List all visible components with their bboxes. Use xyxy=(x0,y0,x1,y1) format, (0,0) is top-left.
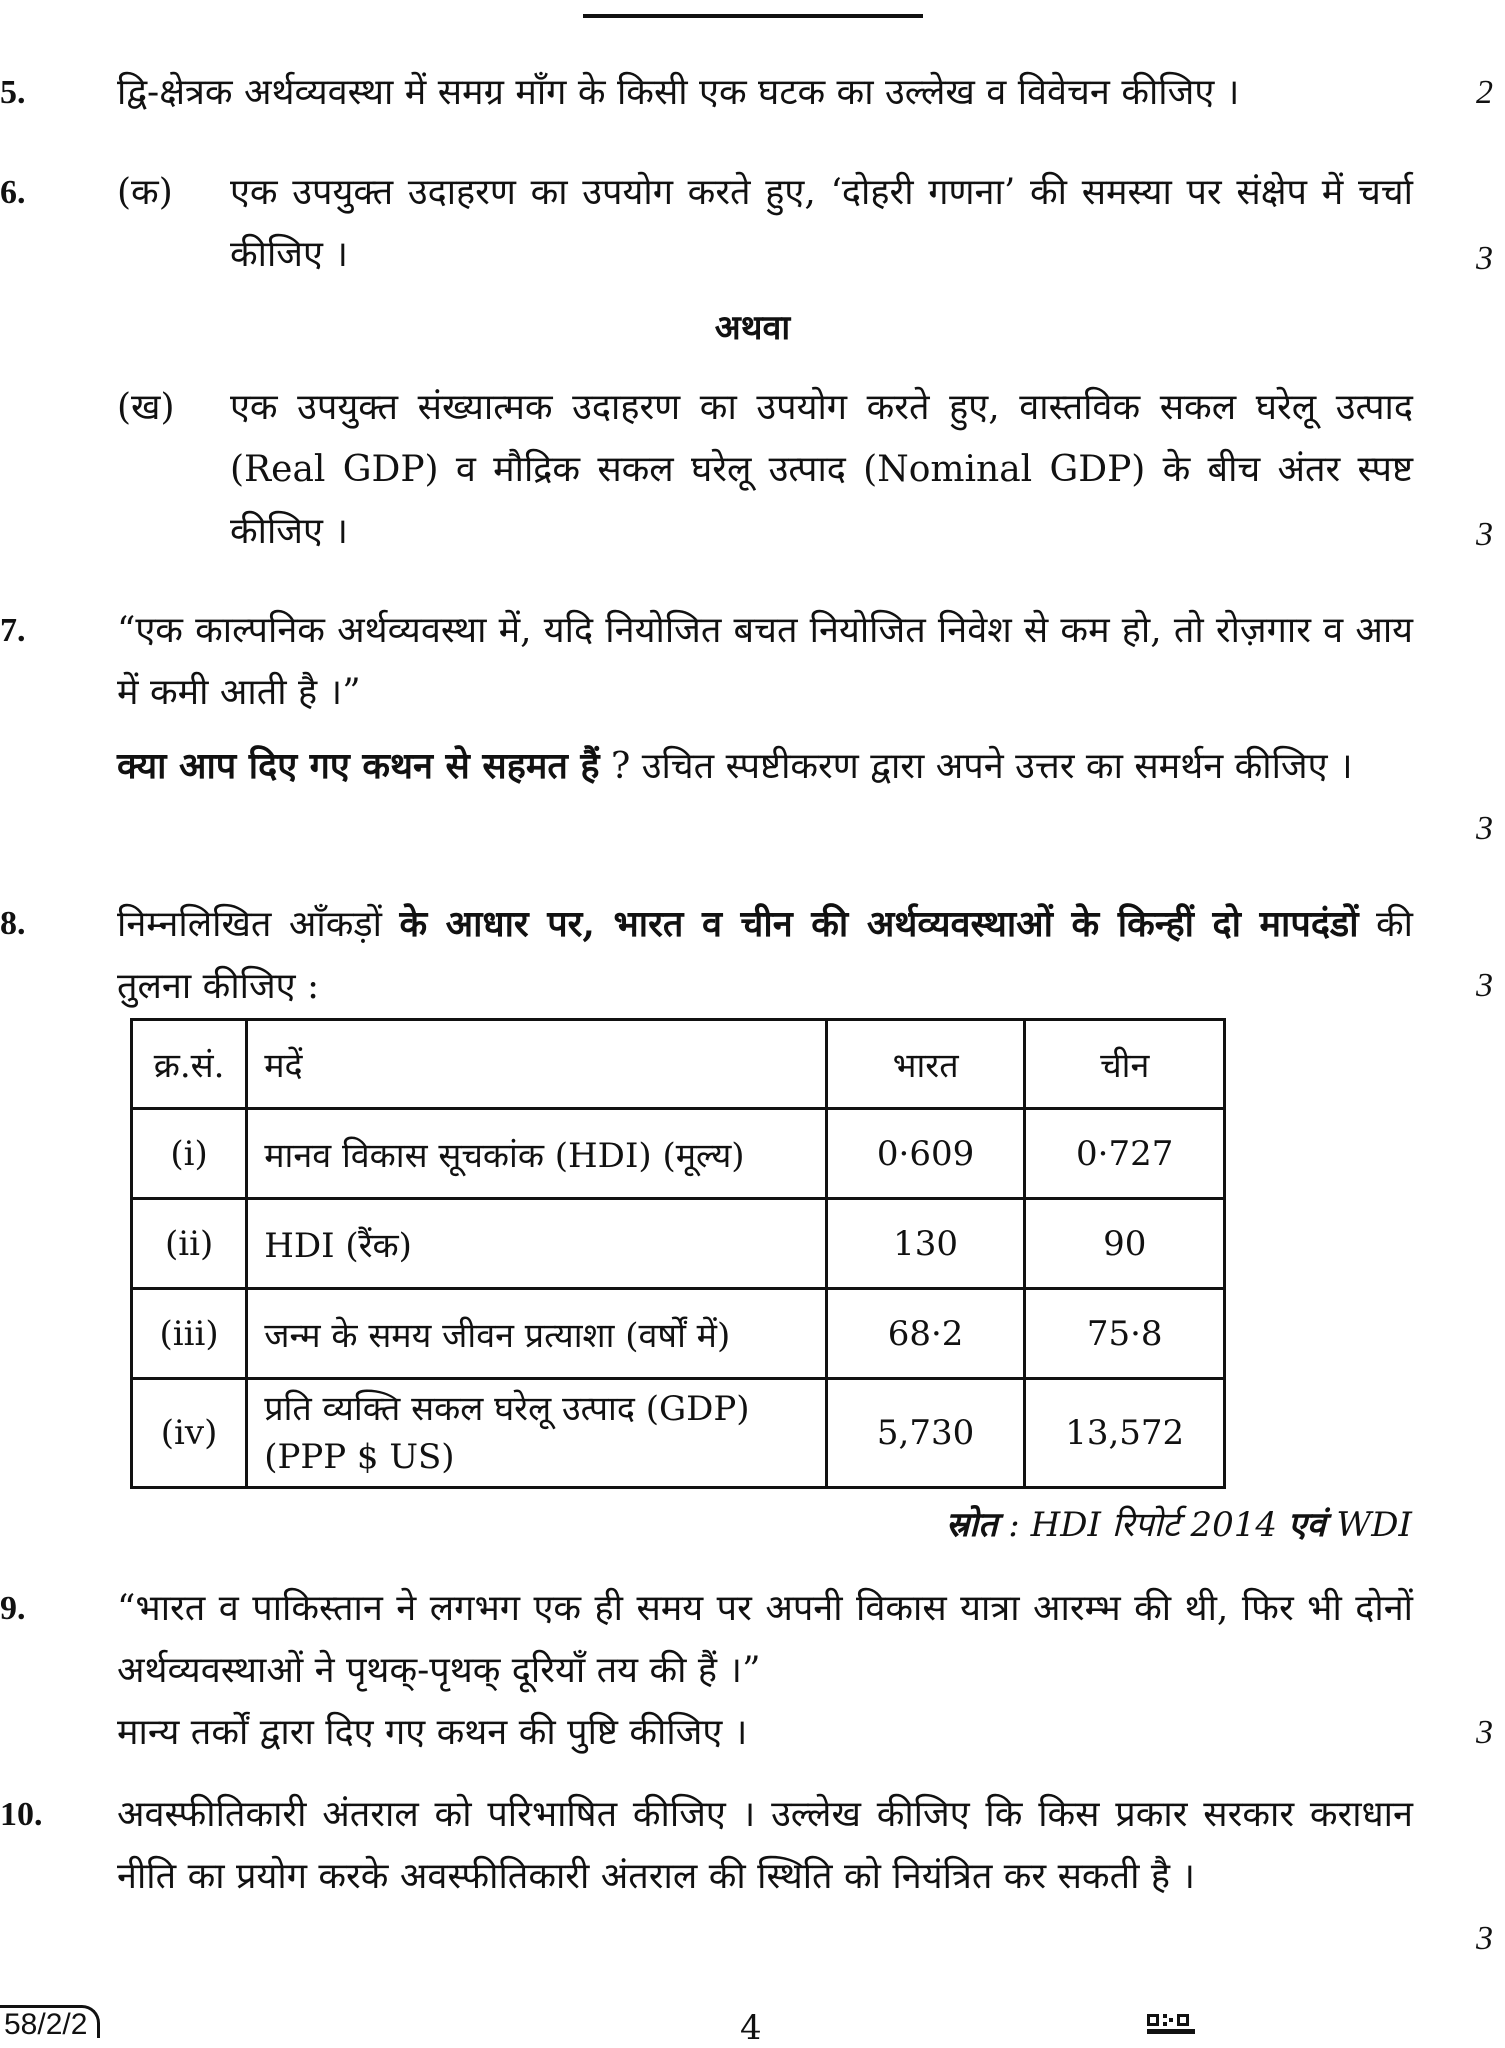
question-5 xyxy=(0,62,1505,124)
question-number: 6. xyxy=(0,174,26,211)
question-number: 7. xyxy=(0,612,26,649)
question-quote: “भारत व पाकिस्तान ने लगभग एक ही समय पर अपनी विकास यात्रा आरम्भ की थी, फिर भी दोनों अर्थव्यवस्थाओं ने पृथक्-पृथक् दूरियाँ तय की हैं ।” xyxy=(117,1588,1413,1691)
source-text: : HDI रिपोर्ट 2014 xyxy=(997,1505,1288,1545)
question-number: 8. xyxy=(0,905,26,942)
table-cell: (iv) xyxy=(132,1379,247,1488)
question-8 xyxy=(0,893,1505,1017)
table-header-row xyxy=(132,1020,1225,1109)
question-plain-text: की तुलना कीजिए : xyxy=(117,904,1413,1007)
source-and: एवं xyxy=(1287,1505,1326,1545)
paper-code: 58/2/2 xyxy=(0,2005,100,2038)
question-text xyxy=(117,893,1413,1018)
marks: 3 xyxy=(1476,1714,1493,1751)
sub-question-label: (ख) xyxy=(117,387,175,428)
table-cell: 130 xyxy=(826,1199,1025,1289)
qr-code-icon xyxy=(1147,2012,1195,2034)
question-10 xyxy=(0,1784,1505,1984)
question-text: द्वि-क्षेत्रक अर्थव्यवस्था में समग्र माँग के किसी एक घटक का उल्लेख व विवेचन कीजिए । xyxy=(117,72,1240,113)
sub-question-text: एक उपयुक्त संख्यात्मक उदाहरण का उपयोग करते हुए, वास्तविक सकल घरेलू उत्पाद (Real GDP) व मौद्रिक सकल घरेलू उत्पाद (Nominal GDP) के बीच अंतर स्पष्ट कीजिए । xyxy=(230,387,1413,552)
or-separator: अथवा xyxy=(714,308,791,348)
sub-question-label: (क) xyxy=(117,172,173,213)
question-9 xyxy=(0,1578,1505,1768)
table-row xyxy=(132,1109,1225,1199)
question-quote: “एक काल्पनिक अर्थव्यवस्था में, यदि नियोजित बचत नियोजित निवेश से कम हो, तो रोज़गार व आय में कमी आती है ।” xyxy=(117,610,1413,713)
table-cell: HDI (रैंक) xyxy=(247,1199,827,1289)
table-source xyxy=(946,1500,1412,1546)
marks: 3 xyxy=(1476,516,1493,553)
table-cell: प्रति व्यक्ति सकल घरेलू उत्पाद (GDP) (PPP $ US) xyxy=(247,1379,827,1488)
question-text xyxy=(117,735,1413,798)
table-header: मदें xyxy=(247,1020,827,1109)
question-number: 5. xyxy=(0,74,26,111)
table-cell: 13,572 xyxy=(1025,1379,1225,1488)
question-number: 10. xyxy=(0,1796,43,1833)
question-rest-text: ? उचित स्पष्टीकरण द्वारा अपने उत्तर का समर्थन कीजिए । xyxy=(599,746,1353,787)
marks: 3 xyxy=(1476,1920,1493,1957)
table-cell: 90 xyxy=(1025,1199,1225,1289)
sub-question-text: एक उपयुक्त उदाहरण का उपयोग करते हुए, ‘दोहरी गणना’ की समस्या पर संक्षेप में चर्चा कीजिए । xyxy=(230,172,1413,275)
table-header: भारत xyxy=(826,1020,1025,1109)
question-6 xyxy=(0,162,1505,602)
table-cell: मानव विकास सूचकांक (HDI) (मूल्य) xyxy=(247,1109,827,1199)
question-7 xyxy=(0,600,1505,860)
table-header: चीन xyxy=(1025,1020,1225,1109)
table-cell: (iii) xyxy=(132,1289,247,1379)
question-bold-text: क्या आप दिए गए कथन से सहमत हैं xyxy=(117,745,600,787)
table-cell: 0·727 xyxy=(1025,1109,1225,1199)
table-cell: 75·8 xyxy=(1025,1289,1225,1379)
table-cell: 0·609 xyxy=(826,1109,1025,1199)
table-cell: 68·2 xyxy=(826,1289,1025,1379)
question-text: अवस्फीतिकारी अंतराल को परिभाषित कीजिए । उल्लेख कीजिए कि किस प्रकार सरकार कराधान नीति का प्रयोग करके अवस्फीतिकारी अंतराल की स्थिति को नियंत्रित कर सकती है । xyxy=(117,1794,1413,1897)
table-cell: (i) xyxy=(132,1109,247,1199)
marks: 3 xyxy=(1476,810,1493,847)
marks: 3 xyxy=(1476,967,1493,1004)
comparison-table xyxy=(130,1018,1226,1489)
question-number: 9. xyxy=(0,1590,26,1627)
question-text: मान्य तर्कों द्वारा दिए गए कथन की पुष्टि कीजिए । xyxy=(117,1712,748,1753)
table-row xyxy=(132,1199,1225,1289)
table-cell: जन्म के समय जीवन प्रत्याशा (वर्षों में) xyxy=(247,1289,827,1379)
marks: 3 xyxy=(1476,240,1493,277)
table-header: क्र.सं. xyxy=(132,1020,247,1109)
question-bold-text: के आधार पर, भारत व चीन की अर्थव्यवस्थाओं के किन्हीं दो मापदंडों xyxy=(399,903,1359,945)
top-rule xyxy=(583,14,923,18)
source-label: स्रोत xyxy=(945,1505,998,1545)
question-plain-text: निम्नलिखित आँकड़ों xyxy=(117,904,400,945)
table-row xyxy=(132,1379,1225,1488)
table-cell: 5,730 xyxy=(826,1379,1025,1488)
marks: 2 xyxy=(1476,74,1493,111)
table-row xyxy=(132,1289,1225,1379)
page-number: 4 xyxy=(740,2008,762,2048)
table-cell: (ii) xyxy=(132,1199,247,1289)
source-end: WDI xyxy=(1325,1505,1412,1545)
